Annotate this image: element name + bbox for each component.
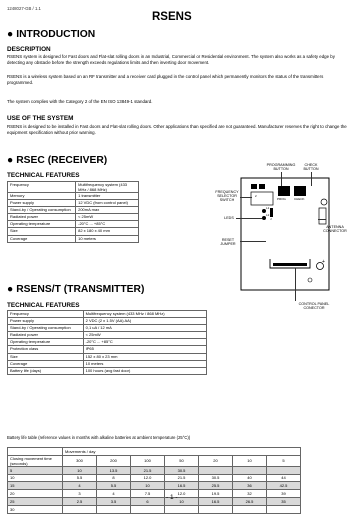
spec-label: Battery life (days) — [8, 367, 84, 374]
battery-value-cell: 21.5 — [131, 466, 165, 474]
battery-value-cell: 4 — [97, 490, 131, 498]
spec-row — [8, 214, 139, 221]
movements-column-header: 50 — [165, 455, 199, 466]
battery-row — [8, 490, 301, 498]
battery-value-cell: 5.5 — [97, 482, 131, 490]
spec-label: Size — [8, 353, 84, 360]
transmitter-heading — [7, 284, 144, 295]
closing-time-cell: 5 — [8, 466, 63, 474]
doc-ref: 1248027-GB / 1.1 — [7, 6, 41, 11]
battery-value-cell: 10 — [63, 466, 97, 474]
leader-line — [295, 268, 296, 301]
spec-row — [8, 193, 139, 200]
board-label-switch-2: 2 — [255, 194, 257, 198]
closing-time-cell: 30 — [8, 505, 63, 513]
spec-row — [8, 339, 207, 346]
spec-value: 10 meters — [83, 360, 206, 367]
leader-line — [240, 197, 252, 198]
spec-value: IP65 — [83, 346, 206, 353]
spec-row — [8, 346, 207, 353]
battery-value-cell: 7.5 — [131, 490, 165, 498]
spec-value: Multifrequency system (433 MHz / 868 MHz) — [76, 182, 139, 193]
spec-label: Operating temperature — [8, 221, 76, 228]
receiver-heading — [7, 155, 107, 166]
battery-row — [8, 505, 301, 513]
spec-row — [8, 207, 139, 214]
battery-value-cell — [63, 505, 97, 513]
spec-label: Coverage — [8, 360, 84, 367]
description-paragraph-3: The system complies with the Category 2 of the EN ISO 13849-1 standard. — [7, 99, 153, 104]
receiver-heading-text: RSEC (RECEIVER) — [16, 155, 108, 166]
doc-title: RSENS — [152, 11, 192, 23]
battery-value-cell — [233, 466, 267, 474]
bullet-icon: ● — [7, 155, 14, 166]
movements-column-header: 200 — [97, 455, 131, 466]
battery-value-cell: 12.0 — [165, 490, 199, 498]
battery-value-cell: 19.5 — [199, 490, 233, 498]
spec-label: Frequency — [8, 311, 84, 318]
spec-value: 12 VDC (from control panel) — [76, 200, 139, 207]
closing-time-cell: 20 — [8, 490, 63, 498]
battery-value-cell: 13.5 — [97, 466, 131, 474]
spec-row — [8, 235, 139, 242]
spec-row — [8, 318, 207, 325]
movements-column-header: 300 — [63, 455, 97, 466]
check-button-label: CHECK BUTTON — [303, 163, 319, 172]
spec-row — [8, 311, 207, 318]
leader-line — [236, 218, 262, 219]
battery-value-cell: 8 — [97, 474, 131, 482]
spec-label: Frequency — [8, 182, 76, 193]
battery-value-cell — [97, 505, 131, 513]
board-label-plus: + — [322, 259, 325, 265]
receiver-board-diagram — [240, 174, 334, 296]
spec-label: Protection class — [8, 346, 84, 353]
transmitter-specs-table — [7, 310, 207, 375]
spec-row — [8, 332, 207, 339]
board-label-jumper: J — [270, 217, 272, 221]
introduction-heading — [7, 29, 95, 40]
spec-value: 1 transmitter — [76, 193, 139, 200]
battery-life-table — [7, 447, 301, 514]
battery-value-cell: 10 — [131, 482, 165, 490]
spec-label: Stand-by / Operating consumption — [8, 207, 76, 214]
battery-value-cell: 40 — [233, 474, 267, 482]
board-label-switch-1: 1 — [255, 186, 257, 190]
battery-value-cell — [267, 466, 301, 474]
spec-value: 2 VDC (2 x 1.5V (AA) AA) — [83, 318, 206, 325]
battery-value-cell: 12.0 — [131, 474, 165, 482]
blank-cell — [8, 448, 63, 456]
board-svg — [240, 174, 334, 296]
use-paragraph: RSENS is designed to be installed in Fast doors and Flat-slat rolling doors. Other applications than specified are not guaranteed. Manufacturer reserves the right to change the equipment specification without prior warning. — [7, 124, 347, 136]
spec-label: Radiated power — [8, 214, 76, 221]
battery-value-cell: 21.5 — [165, 474, 199, 482]
spec-row — [8, 325, 207, 332]
battery-columns-row — [8, 455, 301, 466]
page-number: - 1 - — [166, 494, 178, 501]
leader-line — [240, 241, 266, 242]
battery-value-cell: 30.5 — [199, 474, 233, 482]
spec-value: 100 hours (avg fast door) — [83, 367, 206, 374]
transmitter-tech-heading: TECHNICAL FEATURES — [7, 302, 80, 309]
spec-row — [8, 353, 207, 360]
description-paragraph-1: RSENS system is designed for Fast doors and Flat-slat rolling doors in an Industrial, Commercial or Residential environment. The system also works as a safety edge by detecting any obstacle before the strength exceeds regulations limits and then inverting door movement. — [7, 54, 335, 66]
spec-value: -20°C ... +85°C — [76, 221, 139, 228]
battery-value-cell: 26.5 — [233, 497, 267, 505]
battery-value-cell — [199, 505, 233, 513]
spec-value: 82 x 180 x 40 mm — [76, 228, 139, 235]
spec-label: Power supply — [8, 318, 84, 325]
battery-header-row — [8, 448, 301, 456]
leader-line — [281, 172, 282, 186]
spec-row — [8, 221, 139, 228]
battery-value-cell: 32 — [233, 490, 267, 498]
movements-column-header: 10 — [233, 455, 267, 466]
board-label-check: CHECK — [294, 197, 305, 201]
spec-row — [8, 360, 207, 367]
battery-value-cell — [165, 505, 199, 513]
closing-time-header: Closing movement time (seconds) — [8, 455, 63, 466]
battery-row — [8, 482, 301, 490]
movements-column-header: 100 — [131, 455, 165, 466]
board-label-prog: PROG — [277, 197, 286, 201]
spec-row — [8, 182, 139, 193]
battery-row — [8, 474, 301, 482]
description-heading: DESCRIPTION — [7, 46, 51, 53]
spec-value: 0,1 uA / 12 mA — [83, 325, 206, 332]
antenna-connector-label: ANTENNA CONNECTOR — [323, 225, 347, 234]
battery-value-cell: 30.5 — [165, 466, 199, 474]
battery-value-cell — [199, 466, 233, 474]
spec-row — [8, 228, 139, 235]
spec-label: Radiated power — [8, 332, 84, 339]
battery-value-cell: 16.5 — [199, 497, 233, 505]
spec-label: Coverage — [8, 235, 76, 242]
battery-value-cell: 16.5 — [165, 482, 199, 490]
battery-value-cell: 44 — [267, 474, 301, 482]
description-paragraph-2: RSENS is a wireless system based on an RF transmitter and a receiver card plugged in the control panel which permanently monitors the status of the transmitters programmed. — [7, 74, 324, 86]
spec-value: < 25mW — [83, 332, 206, 339]
introduction-heading-text: INTRODUCTION — [16, 29, 96, 40]
spec-value: -20°C ... +85°C — [83, 339, 206, 346]
battery-value-cell: 10 — [165, 497, 199, 505]
battery-value-cell: 3.5 — [97, 497, 131, 505]
battery-value-cell: 36 — [233, 482, 267, 490]
battery-value-cell: 39 — [267, 490, 301, 498]
spec-label: Operating temperature — [8, 339, 84, 346]
movements-column-header: 5 — [267, 455, 301, 466]
spec-row — [8, 367, 207, 374]
battery-value-cell: 5.5 — [63, 474, 97, 482]
board-label-led-l2: L2 — [266, 213, 270, 217]
battery-value-cell — [233, 505, 267, 513]
battery-value-cell — [131, 505, 165, 513]
receiver-specs-table — [7, 181, 139, 243]
programming-button-label: PROGRAMMING BUTTON — [266, 163, 296, 172]
battery-value-cell: 42.5 — [267, 482, 301, 490]
battery-value-cell: 35 — [267, 497, 301, 505]
spec-row — [8, 200, 139, 207]
spec-value: 200mA max — [76, 207, 139, 214]
battery-row — [8, 497, 301, 505]
spec-label: Power supply — [8, 200, 76, 207]
leader-line — [311, 172, 312, 186]
movements-column-header: 20 — [199, 455, 233, 466]
transmitter-heading-text: RSENS/T (TRANSMITTER) — [16, 284, 145, 295]
leds-label: LEDS — [224, 216, 234, 220]
control-panel-connector-label: CONTROL PANEL CONECTOR — [298, 302, 330, 311]
battery-value-cell: 4 — [63, 482, 97, 490]
battery-value-cell: 2.5 — [63, 497, 97, 505]
closing-time-cell: 10 — [8, 474, 63, 482]
spec-value: Multifrequency system (433 MHz / 868 MHz) — [83, 311, 206, 318]
spec-value: 152 x 80 x 23 mm — [83, 353, 206, 360]
leader-line — [318, 219, 326, 220]
battery-table-caption: Battery life table (reference values in months with alkaline batteries at ambient temperature (25°C)) — [7, 435, 191, 440]
movements-header: Movements / day — [63, 448, 301, 456]
battery-row — [8, 466, 301, 474]
battery-value-cell: 6 — [131, 497, 165, 505]
spec-label: Size — [8, 228, 76, 235]
battery-value-cell: 25.5 — [199, 482, 233, 490]
closing-time-cell: 25 — [8, 497, 63, 505]
spec-value: 10 meters — [76, 235, 139, 242]
bullet-icon: ● — [7, 29, 14, 40]
board-label-led-l1: L1 — [266, 206, 270, 210]
frequency-selector-label: FREQUENCY SELECTOR SWITCH — [215, 190, 239, 203]
spec-label: Stand-by / Operating consumption — [8, 325, 84, 332]
battery-value-cell — [267, 505, 301, 513]
receiver-tech-heading: TECHNICAL FEATURES — [7, 172, 80, 179]
spec-value: < 25mW — [76, 214, 139, 221]
bullet-icon: ● — [7, 284, 14, 295]
use-heading: USE OF THE SYSTEM — [7, 115, 74, 122]
reset-jumper-label: RESET JUMPER — [220, 238, 236, 247]
battery-value-cell: 3 — [63, 490, 97, 498]
closing-time-cell: 15 — [8, 482, 63, 490]
spec-label: Memory — [8, 193, 76, 200]
